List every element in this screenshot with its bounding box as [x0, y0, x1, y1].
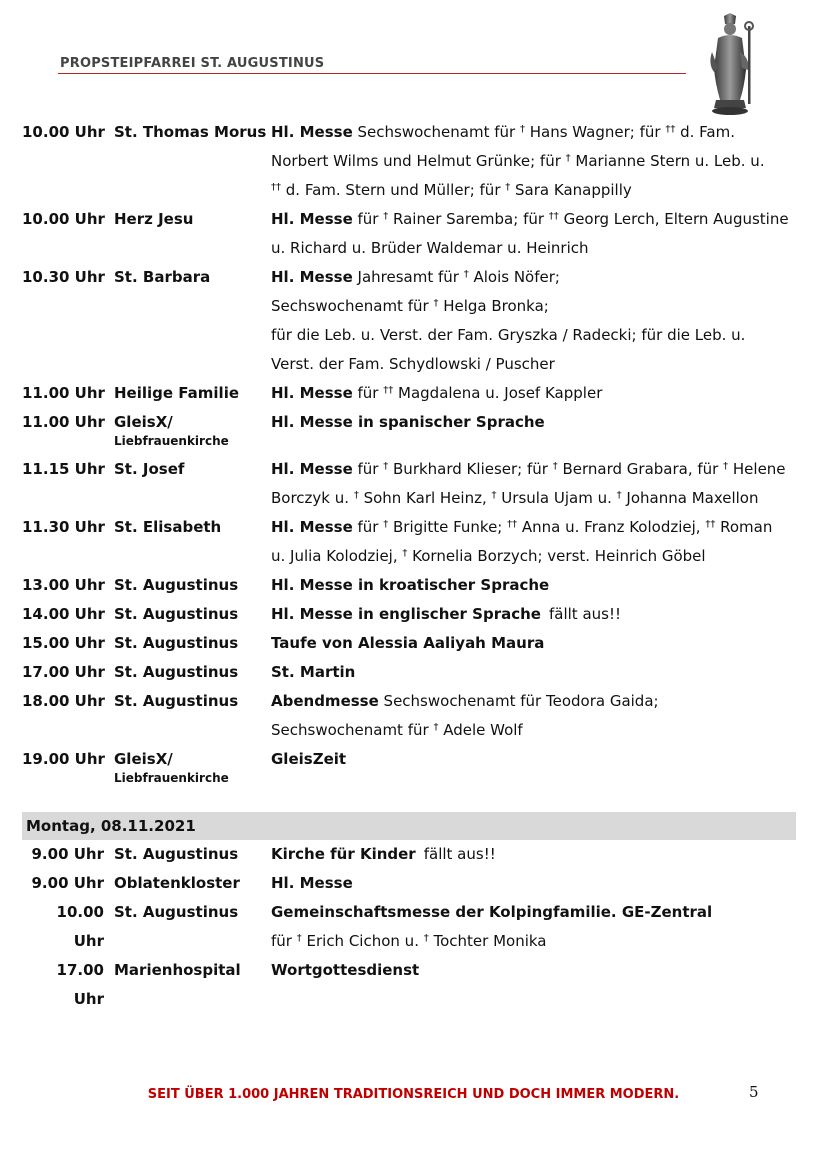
intention-text: Sechswochenamt für Teodora Gaida; — [378, 692, 659, 710]
church-name-label: St. Augustinus — [114, 634, 239, 652]
intention-text: Sechswochenamt für — [271, 721, 434, 739]
service-time: 17.00 Uhr — [56, 961, 104, 1008]
intention-text: Adele Wolf — [438, 721, 523, 739]
day-heading-monday: Montag, 08.11.2021 — [22, 812, 796, 840]
description-line — [271, 571, 796, 600]
schedule-row — [22, 600, 796, 629]
service-time: 11.00 Uhr — [22, 413, 105, 431]
church-name-label: St. Augustinus — [114, 605, 239, 623]
intention-text: Roman — [715, 518, 773, 536]
church-name-label: Marienhospital — [114, 961, 241, 979]
intention-text: Brigitte Funke; — [388, 518, 508, 536]
deceased-mark: † — [402, 548, 408, 559]
service-type: Hl. Messe — [271, 384, 353, 402]
footer-slogan: SEIT ÜBER 1.000 JAHREN TRADITIONSREICH UND DOCH IMMER MODERN. — [147, 1087, 680, 1102]
mass-schedule — [22, 118, 796, 1014]
intention-text: Sechswochenamt für — [271, 297, 434, 315]
intention-text: Helene — [728, 460, 786, 478]
service-type: Hl. Messe — [271, 874, 353, 892]
description-line — [271, 263, 796, 292]
church-name-label: St. Josef — [114, 460, 185, 478]
description-line — [271, 455, 796, 484]
schedule-row — [22, 205, 796, 263]
service-description — [271, 898, 796, 956]
intention-text: Sechswochenamt für — [352, 123, 520, 141]
schedule-row — [22, 745, 796, 792]
intention-text: Johanna Maxellon — [621, 489, 759, 507]
church-name — [114, 205, 271, 263]
deceased-mark: † — [723, 461, 729, 472]
church-subname: Liebfrauenkirche — [114, 771, 229, 785]
church-name-label: Oblatenkloster — [114, 874, 240, 892]
deceased-mark: †† — [665, 124, 676, 135]
intention-text: für — [352, 384, 384, 402]
service-description — [271, 869, 796, 898]
intention-text: Ursula Ujam u. — [496, 489, 617, 507]
schedule-row — [22, 513, 796, 571]
intention-text: Georg Lerch, Eltern Augustine — [558, 210, 789, 228]
intention-text: Sohn Karl Heinz, — [358, 489, 492, 507]
service-description — [271, 658, 796, 687]
deceased-mark: † — [433, 722, 439, 733]
description-line — [271, 234, 796, 263]
description-line — [271, 745, 796, 774]
description-line — [271, 205, 796, 234]
church-name-label: Heilige Familie — [114, 384, 240, 402]
deceased-mark: †† — [507, 519, 518, 530]
intention-text: Borczyk u. — [271, 489, 354, 507]
description-line — [271, 321, 796, 350]
deceased-mark: †† — [705, 519, 716, 530]
deceased-mark: † — [505, 182, 511, 193]
service-type: Wortgottesdienst — [271, 961, 420, 979]
intention-text: für — [352, 210, 384, 228]
church-name — [114, 263, 271, 379]
service-type: Kirche für Kinder — [271, 845, 416, 863]
page-number: 5 — [749, 1083, 759, 1101]
deceased-mark: † — [383, 519, 389, 530]
church-name — [114, 629, 271, 658]
description-line — [271, 687, 796, 716]
intention-text: Alois Nöfer; — [468, 268, 560, 286]
service-time: 17.00 Uhr — [22, 663, 105, 681]
church-name-label: St. Augustinus — [114, 903, 239, 921]
service-time: 10.00 Uhr — [22, 210, 105, 228]
intention-text: Erich Cichon u. — [301, 932, 424, 950]
service-type: Hl. Messe in englischer Sprache — [271, 605, 541, 623]
sunday-entries — [22, 118, 796, 792]
service-description — [271, 840, 796, 869]
church-name — [114, 513, 271, 571]
service-type: Taufe von Alessia Aaliyah Maura — [271, 634, 545, 652]
schedule-row — [22, 629, 796, 658]
parish-title: PROPSTEIPFARREI ST. AUGUSTINUS — [60, 56, 325, 71]
intention-text: d. Fam. Stern und Müller; für — [281, 181, 506, 199]
church-name-label: GleisX/ — [114, 750, 173, 768]
description-line — [271, 484, 796, 513]
schedule-row — [22, 956, 796, 1014]
service-time: 9.00 Uhr — [31, 845, 104, 863]
church-subname: Liebfrauenkirche — [114, 434, 229, 448]
service-time: 14.00 Uhr — [22, 605, 105, 623]
intention-text: u. Richard u. Brüder Waldemar u. Heinrich — [271, 239, 589, 257]
church-name — [114, 898, 271, 956]
cancelled-note: fällt aus!! — [548, 605, 621, 623]
deceased-mark: † — [423, 933, 429, 944]
deceased-mark: † — [353, 490, 359, 501]
schedule-row — [22, 263, 796, 379]
service-time: 11.15 Uhr — [22, 460, 105, 478]
church-name-label: St. Augustinus — [114, 692, 239, 710]
church-name-label: St. Augustinus — [114, 845, 239, 863]
service-type: Hl. Messe — [271, 210, 353, 228]
intention-text: Helga Bronka; — [438, 297, 549, 315]
schedule-row — [22, 455, 796, 513]
service-time: 18.00 Uhr — [22, 692, 105, 710]
church-name-label: Herz Jesu — [114, 210, 194, 228]
description-line — [271, 147, 796, 176]
intention-text: u. Julia Kolodziej, — [271, 547, 403, 565]
intention-text: Verst. der Fam. Schydlowski / Puscher — [271, 355, 555, 373]
service-time: 11.30 Uhr — [22, 518, 105, 536]
service-description — [271, 745, 796, 792]
intention-text: Hans Wagner; für — [524, 123, 666, 141]
deceased-mark: †† — [271, 182, 281, 193]
service-description — [271, 956, 796, 1014]
service-type: Hl. Messe in kroatischer Sprache — [271, 576, 550, 594]
church-name — [114, 956, 271, 1014]
description-line — [271, 379, 796, 408]
church-name — [114, 658, 271, 687]
deceased-mark: †† — [548, 211, 559, 222]
church-name — [114, 745, 271, 792]
intention-text: für die Leb. u. Verst. der Fam. Gryszka / Radecki; für die Leb. u. — [271, 326, 746, 344]
description-line — [271, 118, 796, 147]
intention-text: Norbert Wilms und Helmut Grünke; für — [271, 152, 566, 170]
service-type: Hl. Messe — [271, 123, 353, 141]
church-name — [114, 840, 271, 869]
description-line — [271, 840, 796, 869]
service-time: 10.30 Uhr — [22, 268, 105, 286]
description-line — [271, 716, 796, 745]
schedule-row — [22, 118, 796, 205]
description-line — [271, 629, 796, 658]
description-line — [271, 600, 796, 629]
intention-text: Anna u. Franz Kolodziej, — [517, 518, 706, 536]
schedule-row — [22, 379, 796, 408]
service-time: 10.00 Uhr — [56, 903, 104, 950]
church-name-label: St. Augustinus — [114, 663, 239, 681]
intention-text: Magdalena u. Josef Kappler — [393, 384, 603, 402]
service-description — [271, 408, 796, 455]
service-type: Abendmesse — [271, 692, 379, 710]
intention-text: für — [352, 460, 384, 478]
service-time: 15.00 Uhr — [22, 634, 105, 652]
intention-text: Jahresamt für — [352, 268, 464, 286]
intention-text: Rainer Saremba; für — [388, 210, 549, 228]
schedule-row — [22, 898, 796, 956]
service-type: Hl. Messe — [271, 460, 353, 478]
church-name-label: St. Barbara — [114, 268, 211, 286]
church-name — [114, 687, 271, 745]
service-description — [271, 600, 796, 629]
description-line — [271, 292, 796, 321]
schedule-row — [22, 687, 796, 745]
description-line — [271, 176, 796, 205]
description-line — [271, 869, 796, 898]
church-name-label: St. Elisabeth — [114, 518, 222, 536]
service-time: 19.00 Uhr — [22, 750, 105, 768]
header-divider — [58, 73, 686, 74]
service-description — [271, 513, 796, 571]
service-type: Gemeinschaftsmesse der Kolpingfamilie. GE-Zentral — [271, 903, 713, 921]
deceased-mark: † — [491, 490, 497, 501]
deceased-mark: † — [565, 153, 571, 164]
schedule-row — [22, 869, 796, 898]
church-name — [114, 455, 271, 513]
church-name — [114, 600, 271, 629]
schedule-row — [22, 408, 796, 455]
deceased-mark: † — [296, 933, 302, 944]
schedule-row — [22, 571, 796, 600]
service-type: Hl. Messe in spanischer Sprache — [271, 413, 545, 431]
service-time: 9.00 Uhr — [31, 874, 104, 892]
schedule-row — [22, 840, 796, 869]
description-line — [271, 898, 796, 927]
church-name — [114, 571, 271, 600]
description-line — [271, 956, 796, 985]
deceased-mark: † — [383, 461, 389, 472]
deceased-mark: † — [519, 124, 525, 135]
service-description — [271, 629, 796, 658]
intention-text: Burkhard Klieser; für — [388, 460, 553, 478]
church-name-label: St. Augustinus — [114, 576, 239, 594]
deceased-mark: † — [616, 490, 622, 501]
service-type: St. Martin — [271, 663, 356, 681]
deceased-mark: † — [433, 298, 439, 309]
service-time: 13.00 Uhr — [22, 576, 105, 594]
intention-text: Kornelia Borzych; verst. Heinrich Göbel — [407, 547, 706, 565]
church-name — [114, 118, 271, 205]
schedule-row — [22, 658, 796, 687]
church-name-label: St. Thomas Morus — [114, 123, 267, 141]
intention-text: Bernard Grabara, für — [557, 460, 724, 478]
description-line — [271, 927, 796, 956]
description-line — [271, 658, 796, 687]
description-line — [271, 513, 796, 542]
service-description — [271, 379, 796, 408]
intention-text: Marianne Stern u. Leb. u. — [570, 152, 765, 170]
deceased-mark: † — [383, 211, 389, 222]
intention-text: für — [352, 518, 384, 536]
description-line — [271, 542, 796, 571]
description-line — [271, 350, 796, 379]
service-description — [271, 687, 796, 745]
service-description — [271, 571, 796, 600]
service-time: 10.00 Uhr — [22, 123, 105, 141]
service-description — [271, 455, 796, 513]
description-line — [271, 408, 796, 437]
church-name — [114, 379, 271, 408]
service-type: GleisZeit — [271, 750, 347, 768]
church-name — [114, 869, 271, 898]
service-description — [271, 263, 796, 379]
monday-entries — [22, 840, 796, 1014]
deceased-mark: †† — [383, 385, 394, 396]
church-name — [114, 408, 271, 455]
service-description — [271, 118, 796, 205]
service-time: 11.00 Uhr — [22, 384, 105, 402]
intention-text: d. Fam. — [675, 123, 735, 141]
intention-text: Tochter Monika — [428, 932, 547, 950]
saint-augustine-statue-icon — [700, 12, 764, 116]
church-name-label: GleisX/ — [114, 413, 173, 431]
deceased-mark: † — [463, 269, 469, 280]
deceased-mark: † — [552, 461, 558, 472]
service-type: Hl. Messe — [271, 518, 353, 536]
intention-text: für — [271, 932, 297, 950]
intention-text: Sara Kanappilly — [510, 181, 632, 199]
service-description — [271, 205, 796, 263]
service-type: Hl. Messe — [271, 268, 353, 286]
cancelled-note: fällt aus!! — [423, 845, 496, 863]
